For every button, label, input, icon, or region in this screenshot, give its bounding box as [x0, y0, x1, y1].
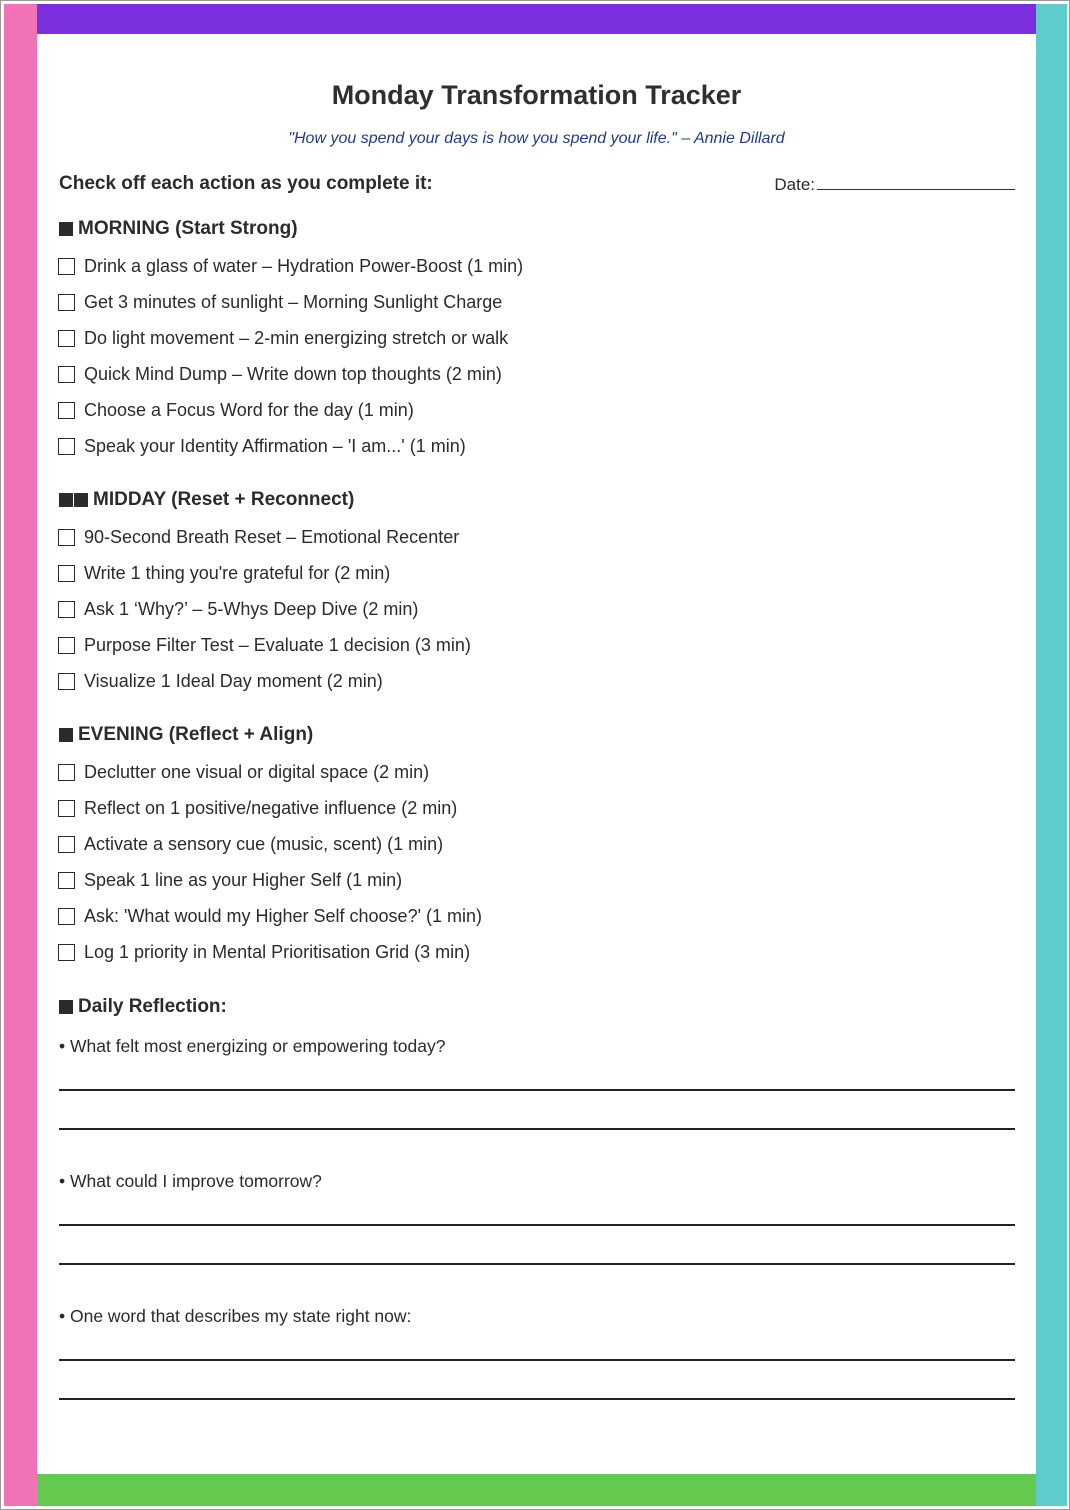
section-heading-label: MIDDAY (Reset + Reconnect): [93, 489, 355, 510]
checklist-item-label: Declutter one visual or digital space (2 min): [84, 761, 430, 782]
section-heading-label: EVENING (Reflect + Align): [78, 724, 314, 745]
checkbox[interactable]: [58, 836, 75, 853]
checklist-item[interactable]: [58, 526, 459, 548]
quote: "How you spend your days is how you spend your life." – Annie Dillard: [288, 130, 785, 147]
checklist-item-label: Activate a sensory cue (music, scent) (1 min): [84, 833, 444, 854]
writing-line[interactable]: [59, 1359, 1015, 1361]
checklist-item[interactable]: [58, 833, 443, 855]
checkbox[interactable]: [58, 944, 75, 961]
writing-line[interactable]: [59, 1398, 1015, 1400]
top-accent-bar: [37, 4, 1036, 34]
checklist-item-label: Reflect on 1 positive/negative influence (2 min): [84, 797, 458, 818]
checklist-item[interactable]: [58, 670, 383, 692]
section-heading-morning: [59, 218, 298, 240]
section-heading-midday: [59, 489, 354, 511]
square-bullet-icon: [59, 728, 73, 742]
checklist-item-label: Ask: 'What would my Higher Self choose?' (1 min): [84, 905, 483, 926]
section-heading-evening: [59, 724, 313, 746]
checklist-item-label: Choose a Focus Word for the day (1 min): [84, 399, 414, 420]
checklist-item[interactable]: [58, 562, 390, 584]
writing-line[interactable]: [59, 1089, 1015, 1091]
checkbox[interactable]: [58, 908, 75, 925]
writing-line[interactable]: [59, 1224, 1015, 1226]
writing-line[interactable]: [59, 1128, 1015, 1130]
checklist-item[interactable]: [58, 598, 418, 620]
checklist-item-label: Quick Mind Dump – Write down top thoughts (2 min): [84, 363, 502, 384]
checkbox[interactable]: [58, 800, 75, 817]
square-bullet-icon: [74, 493, 88, 507]
checkbox[interactable]: [58, 330, 75, 347]
checkbox[interactable]: [58, 565, 75, 582]
checklist-item-label: Drink a glass of water – Hydration Power-Boost (1 min): [84, 255, 524, 276]
reflection-prompt: • What felt most energizing or empowering today?: [59, 1036, 446, 1056]
date-label: Date:: [774, 175, 815, 194]
checklist-item-label: Get 3 minutes of sunlight – Morning Sunlight Charge: [84, 291, 503, 312]
checklist-item-label: Write 1 thing you're grateful for (2 min): [84, 562, 391, 583]
checkbox[interactable]: [58, 872, 75, 889]
checklist-item[interactable]: [58, 291, 502, 313]
checklist-item-label: Visualize 1 Ideal Day moment (2 min): [84, 670, 383, 691]
writing-line[interactable]: [59, 1263, 1015, 1265]
checklist-item-label: Purpose Filter Test – Evaluate 1 decision (3 min): [84, 634, 471, 655]
checklist-item[interactable]: [58, 634, 471, 656]
square-bullet-icon: [59, 1000, 73, 1014]
section-heading-label: Daily Reflection:: [78, 996, 227, 1017]
left-accent-bar: [4, 4, 37, 1506]
checklist-item[interactable]: [58, 363, 502, 385]
checklist-item-label: Do light movement – 2-min energizing stretch or walk: [84, 327, 509, 348]
square-bullet-icon: [59, 493, 73, 507]
checklist-item-label: 90-Second Breath Reset – Emotional Recenter: [84, 526, 460, 547]
checklist-item-label: Ask 1 ‘Why?’ – 5-Whys Deep Dive (2 min): [84, 598, 419, 619]
square-bullet-icon: [59, 222, 73, 236]
checklist-item-label: Log 1 priority in Mental Prioritisation Grid (3 min): [84, 941, 471, 962]
page-title: Monday Transformation Tracker: [331, 80, 742, 110]
section-heading-label: MORNING (Start Strong): [78, 218, 298, 239]
checkbox[interactable]: [58, 258, 75, 275]
date-blank-line[interactable]: [817, 175, 1015, 190]
checklist-item[interactable]: [58, 255, 523, 277]
checkbox[interactable]: [58, 637, 75, 654]
checklist-item[interactable]: [58, 761, 429, 783]
checkbox[interactable]: [58, 764, 75, 781]
checkbox[interactable]: [58, 601, 75, 618]
checkbox[interactable]: [58, 402, 75, 419]
checklist-item[interactable]: [58, 327, 508, 349]
checkbox[interactable]: [58, 438, 75, 455]
checkbox[interactable]: [58, 294, 75, 311]
section-heading-reflection: [59, 996, 227, 1018]
checklist-item[interactable]: [58, 399, 414, 421]
checklist-item-label: Speak 1 line as your Higher Self (1 min): [84, 869, 403, 890]
instructions: Check off each action as you complete it:: [59, 173, 433, 194]
right-accent-bar: [1036, 4, 1067, 1506]
reflection-prompt: • One word that describes my state right now:: [59, 1306, 412, 1326]
reflection-prompt: • What could I improve tomorrow?: [59, 1171, 322, 1191]
checklist-item[interactable]: [58, 905, 482, 927]
checkbox[interactable]: [58, 366, 75, 383]
checklist-item[interactable]: [58, 797, 457, 819]
date-field[interactable]: [774, 175, 1015, 195]
bottom-accent-bar: [37, 1474, 1036, 1506]
checklist-item-label: Speak your Identity Affirmation – 'I am...' (1 min): [84, 435, 466, 456]
checklist-item[interactable]: [58, 435, 466, 457]
checkbox[interactable]: [58, 673, 75, 690]
checklist-item[interactable]: [58, 869, 402, 891]
checkbox[interactable]: [58, 529, 75, 546]
checklist-item[interactable]: [58, 941, 470, 963]
